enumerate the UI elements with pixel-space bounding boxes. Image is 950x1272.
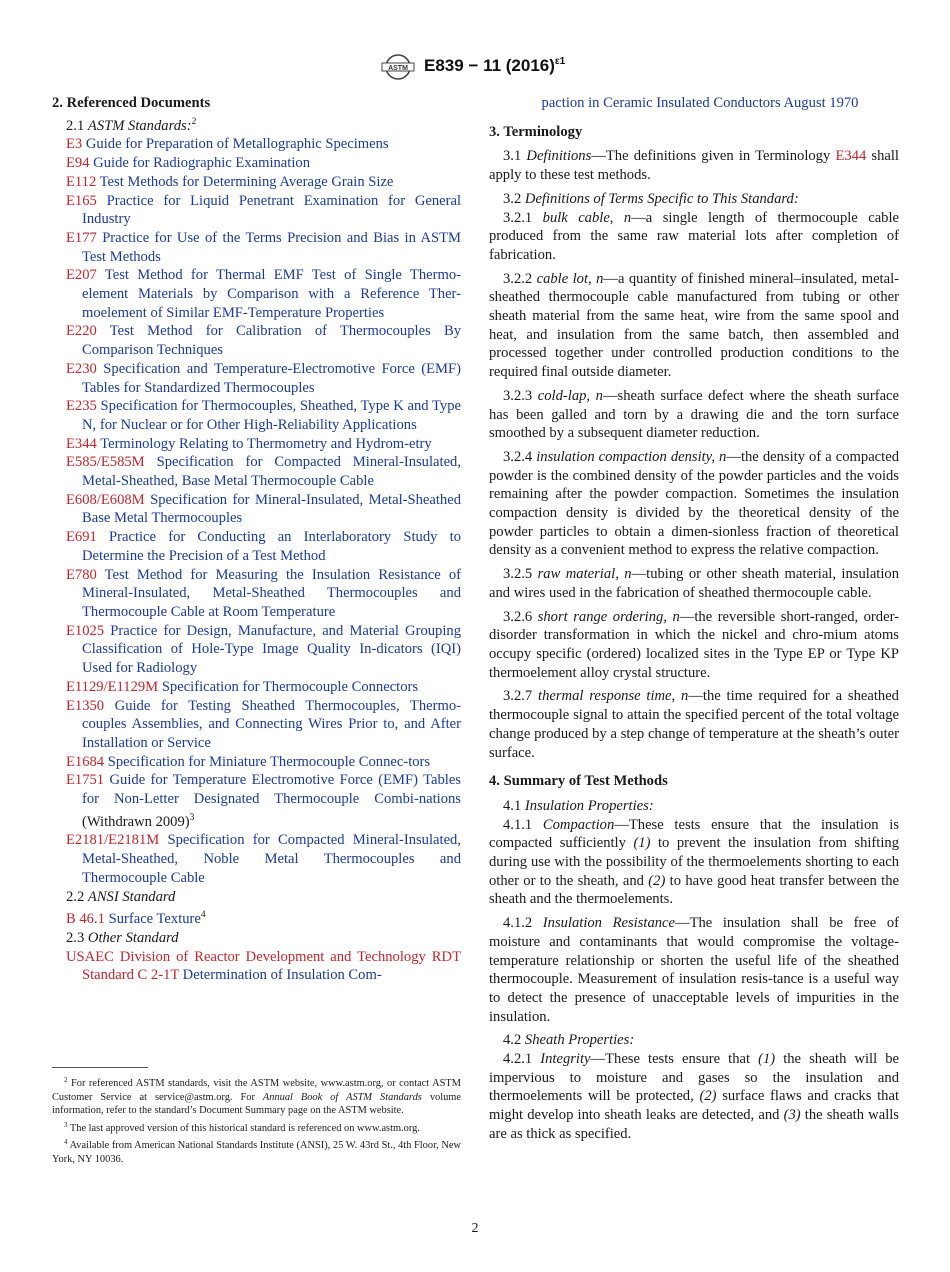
reference-title[interactable]: Practice for Conducting an Interlaboratory Study to Determine the Precision of a Test Method [82, 529, 461, 564]
reference-title[interactable]: Test Method for Calibration of Thermocouples By Comparison Techniques [82, 323, 461, 359]
reference-title[interactable]: Specification for Thermocouple Connectors [161, 678, 419, 695]
subsection-2-2: 2.2 ANSI Standard [66, 888, 176, 905]
reference-item[interactable] [52, 566, 461, 622]
reference-code[interactable]: E1350 [66, 697, 105, 714]
reference-title[interactable]: Terminology Relating to Thermometry and Hydrom-etry [100, 435, 432, 452]
section-4-heading: 4. Summary of Test Methods [489, 773, 668, 790]
paragraph-3-2-2: 3.2.2 cable lot, n—a quantity of finished mineral–insulated, metal-sheathed thermocouple cable manufactured from tubing or other sheath material from the same heat, wire from the same spool and heat, and insulation from the same batch, then assembled and processed together under controlled production conditions to the required final outside diameter. [489, 270, 899, 381]
astm-logo-icon [378, 52, 418, 82]
page-header [0, 52, 950, 84]
reference-item-usaec[interactable] [52, 948, 461, 985]
reference-code[interactable]: E177 [66, 229, 97, 246]
reference-title[interactable]: Practice for Liquid Penetrant Examination for General Industry [82, 192, 462, 228]
reference-item[interactable] [52, 697, 461, 753]
reference-title[interactable]: Specification for Compacted Mineral-Insulated, Metal-Sheathed, Noble Metal Thermocouples and Thermocouple Cable [82, 832, 461, 886]
reference-item[interactable] [52, 135, 461, 154]
reference-code[interactable]: E220 [66, 323, 97, 340]
footnote-4: $^4$ Available from American National Standards Institute (ANSI), 25 W. 43rd St., 4th Floor, New York, NY 10036. [52, 1138, 461, 1165]
reference-title[interactable]: Specification for Thermocouples, Sheathed, Type K and Type N, for Nuclear or for Other High-Reliability Applications [82, 398, 461, 433]
reference-code[interactable]: E691 [66, 529, 97, 546]
footnotes [52, 1074, 461, 1168]
reference-item-ansi[interactable]: B 46.1 Surface Texture$^4$ [66, 910, 206, 928]
reference-title[interactable]: Guide for Preparation of Metallographic Specimens [85, 136, 389, 153]
paragraph-3-2-6: 3.2.6 short range ordering, n—the reversible short-ranged, order-disorder transformation in which the nickel and chro-mium atoms occupy specific (ordered) localized sites in the Type EP or Type KP thermoelement alloy crystal structure. [489, 608, 899, 681]
reference-item[interactable] [52, 831, 461, 887]
paragraph-3-2-4: 3.2.4 insulation compaction density, n—the density of a compacted powder is the combined density of the powder particles and the voids remaining after the powder compaction. Sometimes the insulation compaction density is divided by the theoretical density of the powder particles to obtain a dimen-sionless fraction of theoretical density as a convenient method to express the relative compaction. [489, 448, 899, 559]
reference-item[interactable] [52, 528, 461, 565]
paragraph-3-2-5: 3.2.5 raw material, n—tubing or other sheath material, insulation and wires used in the fabrication of sheathed thermocouple cable. [489, 566, 899, 601]
reference-title[interactable]: Test Method for Thermal EMF Test of Single Thermo-element Materials by Comparison with a Reference Ther-moelement of Similar EMF-Temperature Properties [82, 267, 461, 321]
paragraph-4-2-1: 4.2.1 Integrity—These tests ensure that (1) the sheath will be impervious to moisture and gases so the insulation and thermoelements will be protected, (2) surface flaws and cracks that might develop into sheath leaks are detected, and (3) the sheath walls are as thick as specified. [489, 1051, 900, 1142]
page-number: 2 [471, 1221, 479, 1236]
reference-code[interactable]: B 46.1 [66, 911, 105, 928]
svg-text:ASTM: ASTM [388, 65, 408, 72]
reference-code[interactable]: E112 [66, 173, 97, 190]
paragraph-4-1: 4.1 Insulation Properties: [503, 797, 654, 814]
reference-title[interactable]: Test Methods for Determining Average Grain Size [99, 173, 394, 190]
reference-code[interactable]: E1751 [66, 772, 105, 789]
paragraph-4-1-2: 4.1.2 Insulation Resistance—The insulation shall be free of moisture and contaminants that would compromise the voltage-temperature relationship or shorten the useful life of the sheathed thermocouple. Measurement of insulation resis-tance is a useful way to detect the presence of unacceptable levels of impurities in the insulation. [489, 915, 899, 1025]
paragraph-4-1-1: 4.1.1 Compaction—These tests ensure that the insulation is compacted sufficiently (1) to prevent the insulation from shifting during use with the possibility of the thermoelements shorting to each other or to the sheath, and (2) to have good heat transfer between the sheath and the thermoelements. [489, 816, 899, 908]
subsection-2-3: 2.3 Other Standard [66, 929, 179, 946]
reference-title[interactable]: Specification for Mineral-Insulated, Metal-Sheathed Base Metal Thermocouples [82, 491, 461, 527]
withdrawn-note: (Withdrawn 2009) [82, 813, 190, 830]
reference-title[interactable]: Guide for Temperature Electromotive Force (EMF) Tables for Non-Letter Designated Thermocouple Combi-nations [82, 772, 461, 808]
reference-code[interactable]: E235 [66, 398, 97, 415]
right-column [489, 94, 899, 1149]
paragraph-3-2-7: 3.2.7 thermal response time, n—the time required for a sheathed thermocouple signal to attain the specified percent of the total voltage change produced by a step change of temperature at the sheath’s outer surface. [489, 688, 899, 761]
reference-title[interactable]: Specification and Temperature-Electromotive Force (EMF) Tables for Standardized Thermocouples [82, 360, 461, 396]
section-3-heading: 3. Terminology [489, 123, 583, 140]
reference-code[interactable]: E585/E585M [66, 454, 145, 471]
reference-code[interactable]: E94 [66, 155, 90, 172]
reference-title[interactable]: Specification for Compacted Mineral-Insulated, Metal-Sheathed, Base Metal Thermocouple Cable [82, 454, 461, 490]
reference-code[interactable]: E1684 [66, 753, 105, 770]
e344-link[interactable]: E344 [835, 148, 867, 165]
reference-title[interactable]: Guide for Testing Sheathed Thermocouples, Thermo-couples Assemblies, and Connecting Wires Prior to, and After Installation or Service [82, 697, 461, 751]
paragraph-3-2-1: 3.2.1 bulk cable, n—a single length of thermocouple cable produced from the same raw material lots after completion of fabrication. [489, 209, 899, 263]
reference-title[interactable]: Surface Texture [108, 911, 201, 928]
reference-code[interactable]: E165 [66, 192, 97, 209]
subsection-2-1: 2.1 ASTM Standards:$^2$ [66, 116, 197, 134]
footnote-marker: 3 [189, 812, 195, 823]
reference-item[interactable] [52, 453, 461, 490]
reference-item[interactable] [52, 491, 461, 528]
reference-item[interactable] [52, 435, 461, 454]
reference-title[interactable]: Specification for Miniature Thermocouple Connec-tors [107, 753, 431, 770]
reference-code[interactable]: E608/E608M [66, 491, 145, 508]
reference-code[interactable]: E780 [66, 566, 97, 583]
reference-continuation[interactable]: paction in Ceramic Insulated Conductors August 1970 [541, 95, 859, 111]
reference-item[interactable] [52, 322, 461, 359]
epsilon-mark: ε1 [554, 56, 566, 67]
reference-title[interactable]: Practice for Design, Manufacture, and Material Grouping Classification of Hole-Type Image Quality In-dicators (IQI) Used for Radiology [82, 622, 461, 677]
reference-code[interactable]: E1129/E1129M [66, 678, 159, 695]
reference-item[interactable] [52, 192, 461, 229]
footnote-3: $^3$ The last approved version of this historical standard is referenced on www.astm.org. [64, 1120, 420, 1134]
reference-code[interactable]: USAEC Division of Reactor Development and Technology RDT Standard C 2-1T [66, 948, 461, 984]
footnote-2: $^2$ For referenced ASTM standards, visit the ASTM website, www.astm.org, or contact ASTM Customer Service at service@astm.org. For Annual Book of ASTM Standards volume information, refer to the standard’s Document Summary page on the ASTM website. [52, 1076, 461, 1117]
footnote-rule [52, 1067, 148, 1068]
left-column [52, 94, 461, 985]
reference-code[interactable]: E2181/E2181M [66, 832, 160, 849]
paragraph-3-2-3: 3.2.3 cold-lap, n—sheath surface defect where the sheath surface has been galled and torn by a drawing die and the torn surface smoothed by a subsequent diameter reduction. [489, 387, 899, 442]
reference-item[interactable] [52, 229, 461, 266]
reference-code[interactable]: E230 [66, 360, 97, 377]
reference-list [52, 135, 461, 887]
reference-item[interactable] [52, 266, 461, 322]
paragraph-3-2: 3.2 Definitions of Terms Specific to This Standard: [503, 190, 799, 207]
designation-text: E839 − 11 (2016) [424, 56, 555, 75]
reference-title[interactable]: Practice for Use of the Terms Precision and Bias in ASTM Test Methods [82, 229, 461, 265]
reference-item[interactable] [52, 360, 461, 397]
reference-code[interactable]: E344 [66, 435, 97, 452]
reference-item[interactable] [52, 771, 461, 831]
reference-title[interactable]: Determination of Insulation Com- [182, 967, 382, 984]
reference-code[interactable]: E207 [66, 267, 97, 284]
standard-designation [424, 56, 565, 76]
paragraph-3-1: 3.1 Definitions—The definitions given in Terminology E344 shall apply to these test methods. [489, 148, 899, 184]
reference-item[interactable] [52, 154, 461, 173]
section-2-heading: 2. Referenced Documents [52, 95, 211, 111]
reference-title[interactable]: Guide for Radiographic Examination [93, 155, 310, 172]
reference-item[interactable] [52, 753, 461, 772]
reference-code[interactable]: E1025 [66, 622, 105, 639]
reference-item[interactable] [52, 397, 461, 434]
reference-item[interactable] [52, 173, 461, 192]
reference-title[interactable]: Test Method for Measuring the Insulation Resistance of Mineral-Insulated, Metal-Sheathed Thermocouples and Thermocouple Cable at Room Temperature [82, 566, 461, 620]
reference-item[interactable] [52, 622, 461, 678]
reference-item[interactable] [52, 678, 461, 697]
paragraph-4-2: 4.2 Sheath Properties: [503, 1032, 635, 1049]
reference-code[interactable]: E3 [66, 136, 83, 153]
